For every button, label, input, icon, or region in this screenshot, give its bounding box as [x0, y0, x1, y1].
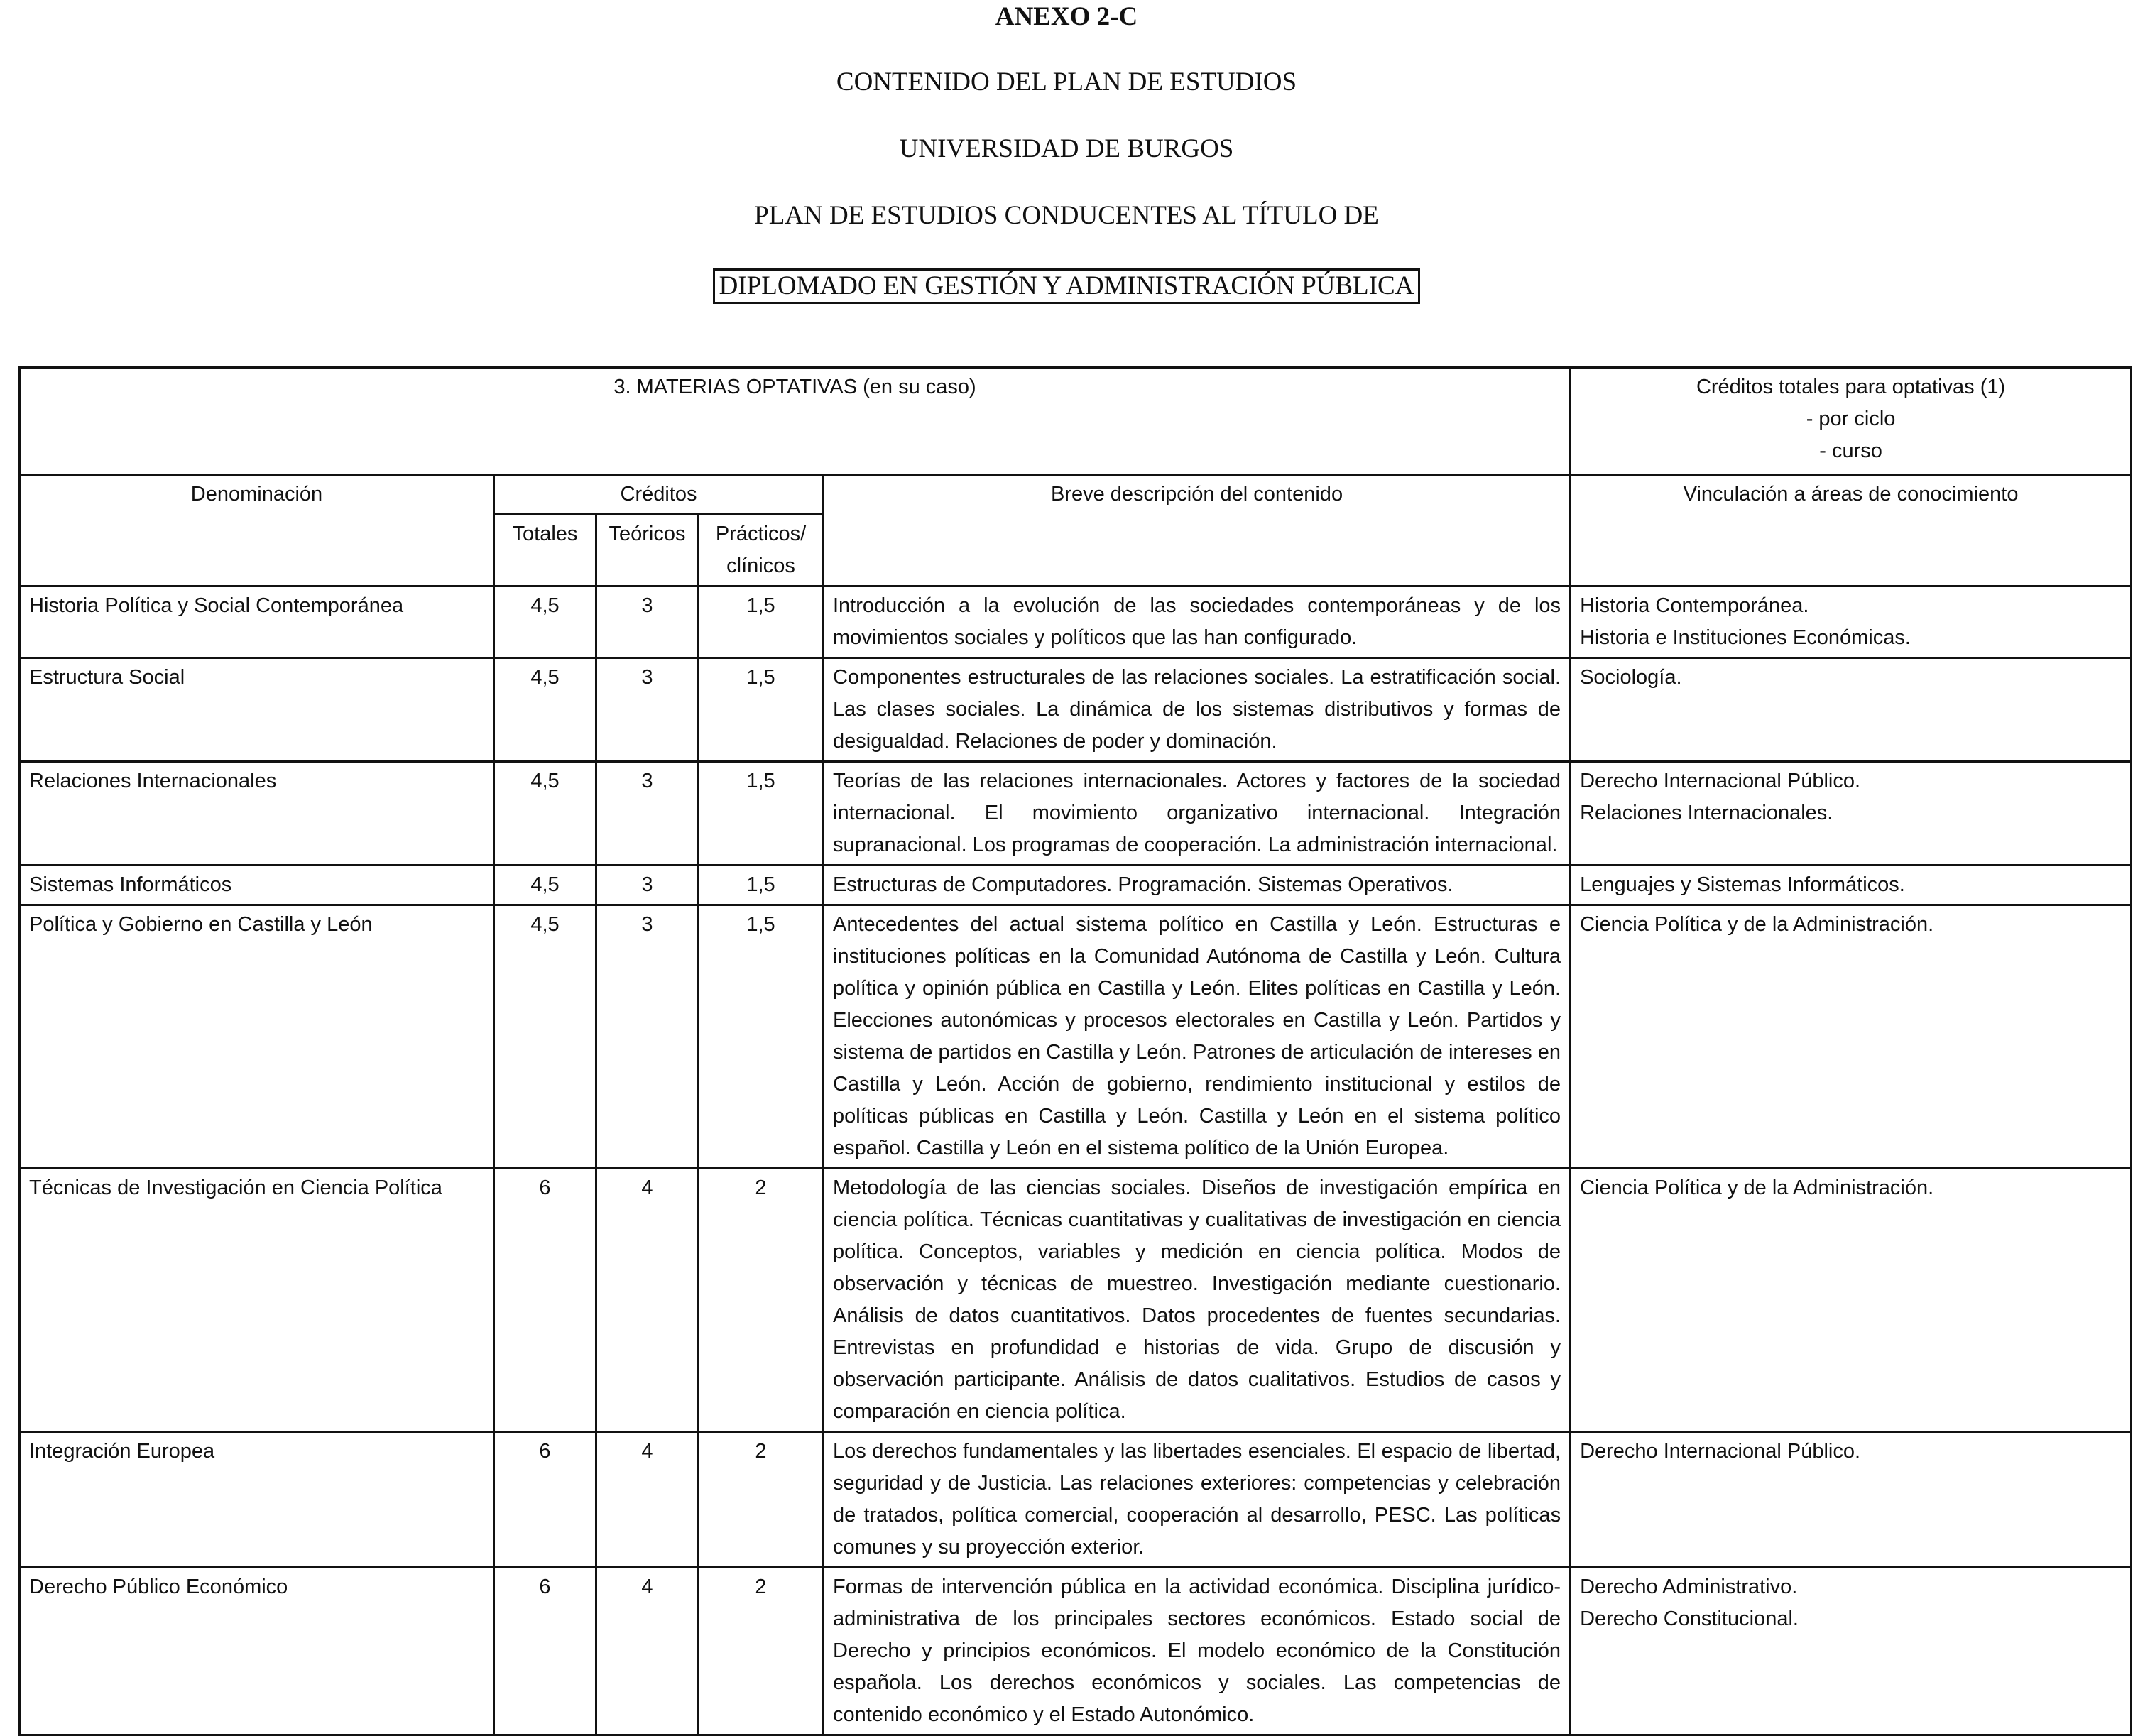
credits-teoricos: 3 — [596, 866, 699, 905]
knowledge-area: Historia Contemporánea. — [1580, 594, 1809, 617]
knowledge-area: Lenguajes y Sistemas Informáticos. — [1580, 873, 1905, 896]
credits-totales: 4,5 — [494, 586, 596, 658]
subject-description: Formas de intervención pública en la actividad económica. Disciplina jurídico-administrativa de los principales sectores económicos. Estado social de Derecho y principios económicos. El modelo económico de la Constitución española. Los derechos económicos y sociales. Las competencias de contenido económico y el Estado Autonómico. — [824, 1568, 1571, 1735]
section-header-row — [20, 368, 2132, 475]
col-vinculacion: Vinculación a áreas de conocimiento — [1571, 475, 2132, 586]
col-totales: Totales — [494, 515, 596, 586]
subject-name: Política y Gobierno en Castilla y León — [20, 905, 494, 1169]
subject-row — [20, 658, 2132, 762]
plan-title: PLAN DE ESTUDIOS CONDUCENTES AL TÍTULO DE — [754, 201, 1379, 230]
subject-name: Técnicas de Investigación en Ciencia Política — [20, 1169, 494, 1432]
university-name: UNIVERSIDAD DE BURGOS — [899, 134, 1234, 163]
knowledge-areas — [1571, 1432, 2132, 1568]
knowledge-areas — [1571, 658, 2132, 762]
credits-totales: 4,5 — [494, 658, 596, 762]
credits-practicos: 1,5 — [699, 586, 824, 658]
credits-teoricos: 3 — [596, 905, 699, 1169]
subject-row — [20, 1169, 2132, 1432]
content-title: CONTENIDO DEL PLAN DE ESTUDIOS — [836, 67, 1297, 97]
knowledge-areas — [1571, 586, 2132, 658]
credits-practicos: 1,5 — [699, 905, 824, 1169]
credits-totales: 6 — [494, 1432, 596, 1568]
credits-teoricos: 3 — [596, 658, 699, 762]
knowledge-areas — [1571, 866, 2132, 905]
subject-row — [20, 1432, 2132, 1568]
credits-practicos: 1,5 — [699, 866, 824, 905]
credits-totales: 6 — [494, 1169, 596, 1432]
credits-practicos: 2 — [699, 1432, 824, 1568]
subject-name: Relaciones Internacionales — [20, 762, 494, 866]
knowledge-area: Historia e Instituciones Económicas. — [1580, 626, 1911, 649]
credits-practicos: 2 — [699, 1568, 824, 1735]
credits-practicos: 1,5 — [699, 762, 824, 866]
credits-totales: 4,5 — [494, 905, 596, 1169]
optativas-credits-curso: - curso — [1819, 440, 1882, 462]
subject-row — [20, 1568, 2132, 1735]
subject-row — [20, 586, 2132, 658]
knowledge-area: Derecho Constitucional. — [1580, 1607, 1799, 1630]
degree-title: DIPLOMADO EN GESTIÓN Y ADMINISTRACIÓN PÚBLICA — [713, 268, 1421, 304]
optativas-credits-cell — [1571, 368, 2132, 475]
col-teoricos: Teóricos — [596, 515, 699, 586]
optional-subjects-table — [18, 366, 2132, 1736]
subject-description: Componentes estructurales de las relaciones sociales. La estratificación social. Las clases sociales. La dinámica de los sistemas distributivos y formas de desigualdad. Relaciones de poder y dominación. — [824, 658, 1571, 762]
credits-practicos: 1,5 — [699, 658, 824, 762]
subject-row — [20, 866, 2132, 905]
credits-teoricos: 3 — [596, 762, 699, 866]
knowledge-areas — [1571, 762, 2132, 866]
subject-description: Metodología de las ciencias sociales. Diseños de investigación empírica en ciencia política. Técnicas cuantitativas y cualitativas de investigación en ciencia política. Conceptos, variables y medición en ciencia política. Modos de observación y técnicas de muestreo. Investigación mediante cuestionario. Análisis de datos cuantitativos. Datos procedentes de fuentes secundarias. Entrevistas en profundidad e historias de vida. Grupo de discusión y observación participante. Análisis de datos cualitativos. Estudios de casos y comparación en ciencia política. — [824, 1169, 1571, 1432]
knowledge-areas — [1571, 1169, 2132, 1432]
knowledge-area: Derecho Administrativo. — [1580, 1576, 1798, 1598]
subject-description: Teorías de las relaciones internacionales. Actores y factores de la sociedad internacional. El movimiento organizativo internacional. Integración supranacional. Los programas de cooperación. La administración internacional. — [824, 762, 1571, 866]
col-denominacion: Denominación — [20, 475, 494, 586]
subject-name: Estructura Social — [20, 658, 494, 762]
subject-name: Historia Política y Social Contemporánea — [20, 586, 494, 658]
annex-label: ANEXO 2-C — [995, 2, 1138, 31]
subject-description: Los derechos fundamentales y las libertades esenciales. El espacio de libertad, seguridad y de Justicia. Las relaciones exteriores: competencias y celebración de tratados, política comercial, cooperación al desarrollo, PESC. Las políticas comunes y su proyección exterior. — [824, 1432, 1571, 1568]
credits-teoricos: 4 — [596, 1169, 699, 1432]
knowledge-area: Sociología. — [1580, 666, 1682, 689]
subject-description: Introducción a la evolución de las sociedades contemporáneas y de los movimientos sociales y políticos que las han configurado. — [824, 586, 1571, 658]
knowledge-area: Ciencia Política y de la Administración. — [1580, 1177, 1934, 1199]
col-practicos: Prácticos/ clínicos — [699, 515, 824, 586]
column-header-row — [20, 475, 2132, 515]
knowledge-area: Derecho Internacional Público. — [1580, 1440, 1861, 1463]
credits-teoricos: 4 — [596, 1568, 699, 1735]
credits-teoricos: 3 — [596, 586, 699, 658]
subject-description: Estructuras de Computadores. Programación. Sistemas Operativos. — [824, 866, 1571, 905]
credits-totales: 4,5 — [494, 866, 596, 905]
subject-description: Antecedentes del actual sistema político en Castilla y León. Estructuras e instituciones políticas en la Comunidad Autónoma de Castilla y León. Cultura política y opinión pública en Castilla y León. Elites políticas en Castilla y León. Elecciones autonómicas y procesos electorales en Castilla y León. Partidos y sistema de partidos en Castilla y León. Patrones de articulación de intereses en Castilla y León. Acción de gobierno, rendimiento institucional y estilos de políticas públicas en Castilla y León. Castilla y León en el sistema político español. Castilla y León en el sistema político de la Unión Europea. — [824, 905, 1571, 1169]
subject-row — [20, 762, 2132, 866]
subject-name: Sistemas Informáticos — [20, 866, 494, 905]
subject-name: Integración Europea — [20, 1432, 494, 1568]
col-descripcion: Breve descripción del contenido — [824, 475, 1571, 586]
knowledge-area: Ciencia Política y de la Administración. — [1580, 913, 1934, 936]
col-creditos: Créditos — [494, 475, 824, 515]
subject-row — [20, 905, 2132, 1169]
optativas-credits-ciclo: - por ciclo — [1806, 408, 1896, 430]
credits-teoricos: 4 — [596, 1432, 699, 1568]
section-title: 3. MATERIAS OPTATIVAS (en su caso) — [20, 368, 1571, 475]
knowledge-areas — [1571, 905, 2132, 1169]
knowledge-areas — [1571, 1568, 2132, 1735]
knowledge-area: Relaciones Internacionales. — [1580, 802, 1833, 824]
optativas-credits-title: Créditos totales para optativas (1) — [1696, 376, 2006, 398]
knowledge-area: Derecho Internacional Público. — [1580, 770, 1861, 792]
degree-title-wrapper — [0, 268, 2133, 304]
credits-totales: 4,5 — [494, 762, 596, 866]
credits-totales: 6 — [494, 1568, 596, 1735]
credits-practicos: 2 — [699, 1169, 824, 1432]
subject-name: Derecho Público Económico — [20, 1568, 494, 1735]
